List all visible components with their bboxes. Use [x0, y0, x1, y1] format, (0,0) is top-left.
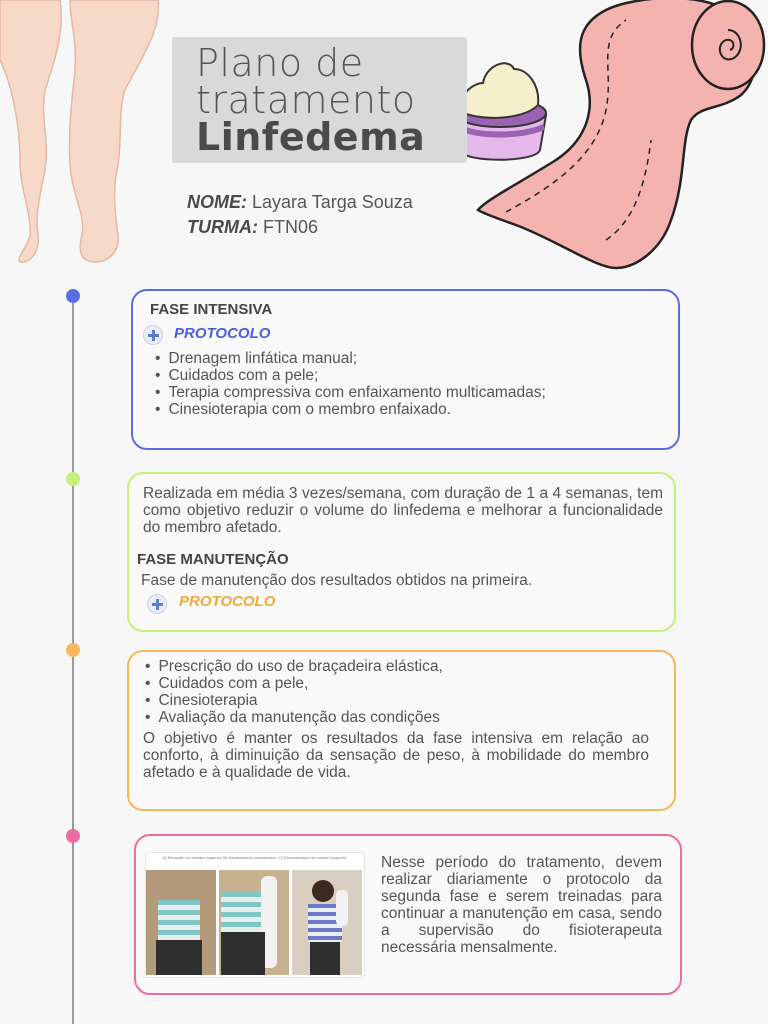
medical-cross-icon [147, 594, 167, 614]
title-line-2: tratamento [196, 78, 416, 122]
legs-illustration [0, 0, 165, 265]
title-line-1: Plano de [196, 41, 364, 85]
maintenance-protocol-list [145, 658, 665, 726]
timeline-line [72, 298, 74, 1024]
student-name [187, 192, 413, 213]
photo-kinesiotherapy [292, 870, 362, 975]
photo-compression-bandage [219, 870, 289, 975]
list-item: • Avaliação da manutenção das condições [145, 709, 665, 726]
title-box [172, 37, 467, 163]
photo-caption: A) Elevação do membro superior. B) Enfaixamento compressivo. C) Cinesioterapia do membro superior. [162, 855, 348, 860]
list-item: • Cuidados com a pele, [145, 675, 665, 692]
class-label: TURMA: [187, 217, 258, 237]
list-item: • Cuidados com a pele; [155, 367, 675, 384]
maintenance-protocol-card [127, 650, 676, 811]
bandage-roll-illustration [476, 0, 768, 272]
intensive-phase-heading: FASE INTENSIVA [150, 301, 273, 318]
intensive-phase-description: Realizada em média 3 vezes/semana, com duração de 1 a 4 semanas, tem como objetivo reduzir o volume do linfedema e melhorar a funcionalidade do membro afetado. [143, 485, 663, 536]
protocol-label: PROTOCOLO [174, 325, 271, 342]
timeline-dot-pink [66, 829, 80, 843]
intensive-phase-card [131, 289, 680, 450]
medical-cross-icon [143, 325, 163, 345]
home-care-description: Nesse período do tratamento, devem realizar diariamente o protocolo da segunda fase e serem treinadas para continuar a manutenção em casa, sendo a supervisão do fisioterapeuta necessária mensalmente. [381, 854, 662, 956]
list-item: • Cinesioterapia com o membro enfaixado. [155, 401, 675, 418]
protocol-label: PROTOCOLO [179, 593, 276, 610]
name-value: Layara Targa Souza [252, 192, 413, 212]
list-item: • Drenagem linfática manual; [155, 350, 675, 367]
photo-arm-elevation [146, 870, 216, 975]
timeline-dot-blue [66, 289, 80, 303]
intensive-protocol-list [155, 350, 675, 418]
timeline-dot-orange [66, 643, 80, 657]
student-class [187, 217, 318, 238]
title-line-3: Linfedema [196, 115, 426, 159]
class-value: FTN06 [263, 217, 319, 237]
treatment-photos [145, 852, 365, 978]
maintenance-objective: O objetivo é manter os resultados da fase intensiva em relação ao conforto, à diminuição da sensação de peso, à mobilidade do membro afetado e à qualidade de vida. [143, 730, 649, 781]
maintenance-phase-subtext: Fase de manutenção dos resultados obtidos na primeira. [141, 572, 533, 589]
maintenance-phase-card [127, 472, 676, 632]
list-item: • Cinesioterapia [145, 692, 665, 709]
name-label: NOME: [187, 192, 247, 212]
maintenance-phase-heading: FASE MANUTENÇÃO [137, 551, 289, 568]
timeline-dot-green [66, 472, 80, 486]
list-item: • Terapia compressiva com enfaixamento multicamadas; [155, 384, 675, 401]
list-item: • Prescrição do uso de braçadeira elástica, [145, 658, 665, 675]
